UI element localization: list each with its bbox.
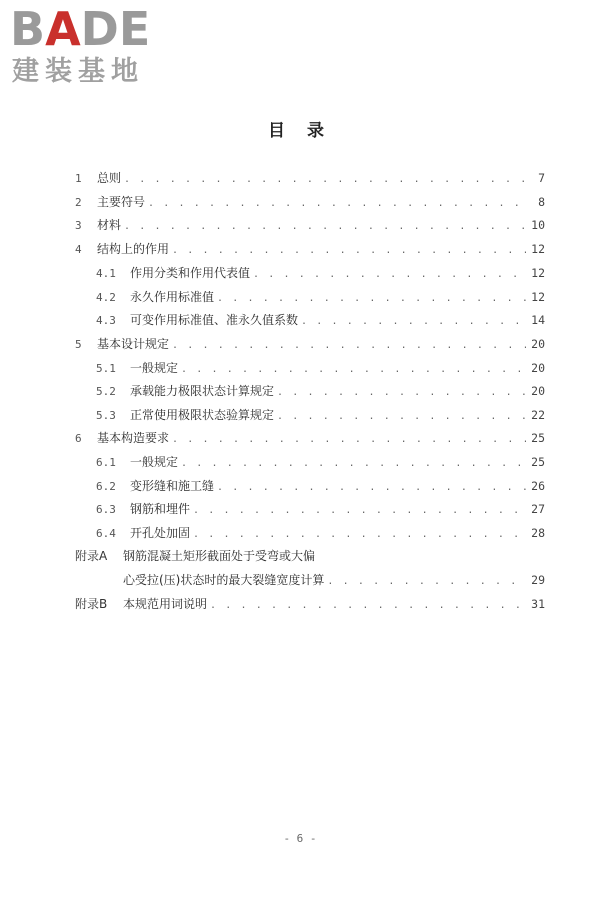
toc-entry[interactable]: 2 主要符号 . . . 8 <box>75 192 545 212</box>
toc-title: 目 录 <box>268 121 332 141</box>
toc-subentry[interactable]: 4.1 作用分类和作用代表值 . . . 12 <box>96 263 545 283</box>
toc-appendix-entry[interactable]: 附录A 钢筋混凝土矩形截面处于受弯或大偏 <box>75 549 316 563</box>
toc-entry[interactable]: 6 基本构造要求 . . . 25 <box>75 428 545 448</box>
toc-subentry[interactable]: 4.3 可变作用标准值、准永久值系数 . . . 14 <box>96 310 545 330</box>
toc-subentry[interactable]: 6.2 变形缝和施工缝 . . . 26 <box>96 476 545 496</box>
toc-entry[interactable]: 4 结构上的作用 . . . 12 <box>75 239 545 259</box>
toc-entry[interactable]: 1 总则 . . . 7 <box>75 168 545 188</box>
page-number: - 6 - <box>283 832 317 845</box>
toc-subentry[interactable]: 4.2 永久作用标准值 . . . 12 <box>96 287 545 307</box>
toc-subentry[interactable]: 6.3 钢筋和埋件 . . . 27 <box>96 499 545 519</box>
toc-entry[interactable]: 5 基本设计规定 . . . 20 <box>75 334 545 354</box>
toc-entry[interactable]: 3 材料 . . . 10 <box>75 215 545 235</box>
logo-chinese-text: 建装基地 <box>12 56 144 87</box>
toc-subentry[interactable]: 6.1 一般规定 . . . 25 <box>96 452 545 472</box>
toc-subentry[interactable]: 6.4 开孔处加固 . . . 28 <box>96 523 545 543</box>
toc-subentry[interactable]: 5.2 承载能力极限状态计算规定 . . . 20 <box>96 381 545 401</box>
logo-wordmark: BADE <box>10 2 151 56</box>
toc-appendix-entry[interactable]: 附录B 本规范用词说明 . . . 31 <box>75 594 545 614</box>
toc-subentry[interactable]: 5.1 一般规定 . . . 20 <box>96 358 545 378</box>
toc-subentry[interactable]: 5.3 正常使用极限状态验算规定 . . . 22 <box>96 405 545 425</box>
toc-appendix-entry-continuation[interactable]: 心受拉(压)状态时的最大裂缝宽度计算 . . . 29 <box>123 570 545 590</box>
